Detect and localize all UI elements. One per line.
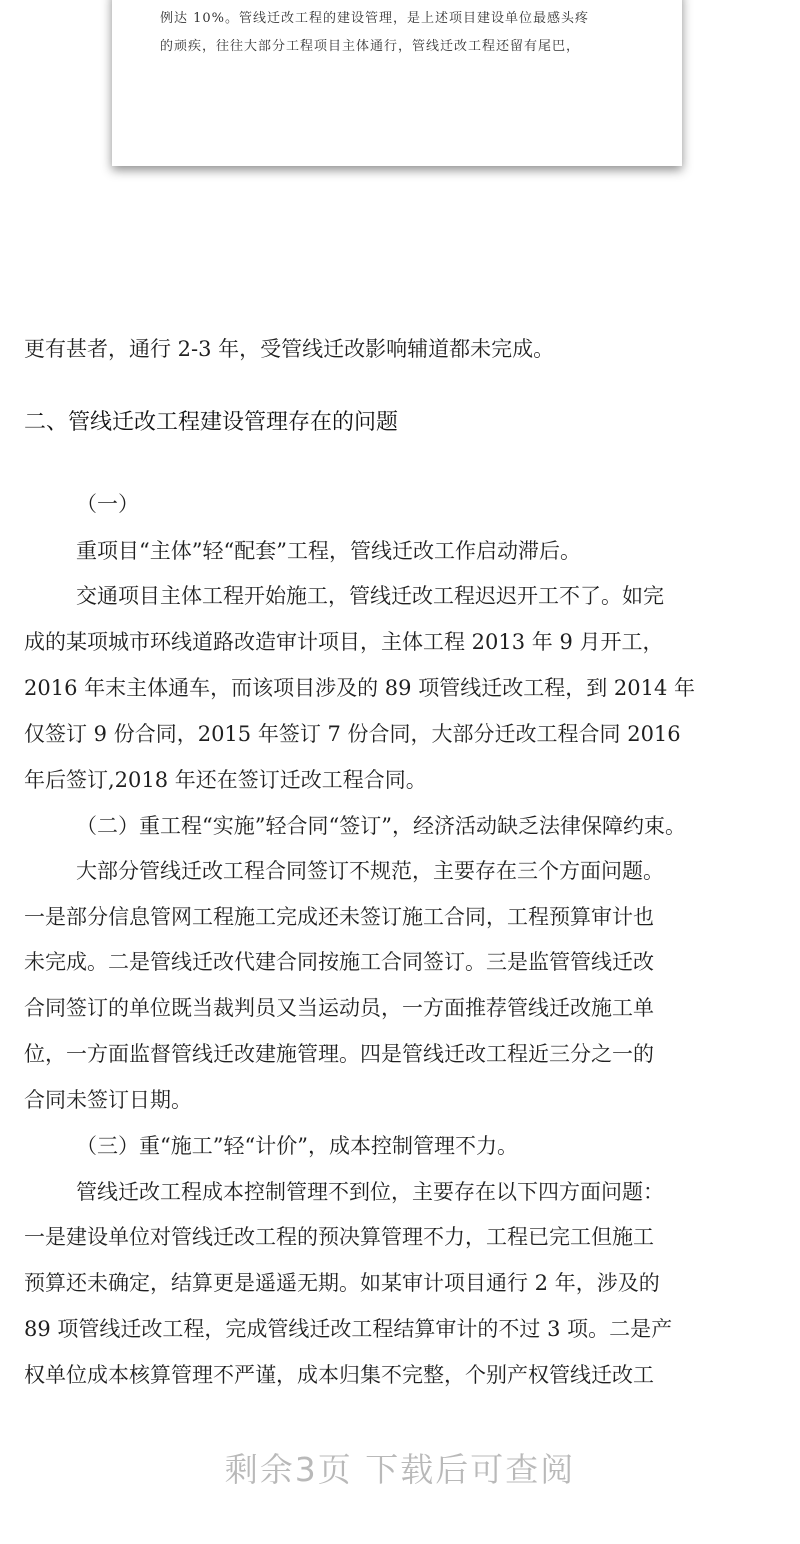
paragraph-line: 权单位成本核算管理不严谨，成本归集不完整，个别产权管线迁改工: [24, 1363, 654, 1387]
paragraph-line: 成的某项城市环线道路改造审计项目，主体工程 2013 年 9 月开工，: [24, 630, 664, 654]
paragraph-line: 管线迁改工程成本控制管理不到位，主要存在以下四方面问题：: [76, 1180, 664, 1204]
preview-text-line: 的顽疾，往往大部分工程项目主体通行，管线迁改工程还留有尾巴，: [160, 39, 581, 54]
paragraph-line: 未完成。二是管线迁改代建合同按施工合同签订。三是监管管线迁改: [24, 950, 654, 974]
paragraph-line: 一是部分信息管网工程施工完成还未签订施工合同，工程预算审计也: [24, 905, 654, 929]
preview-text-line: 例达 10%。管线迁改工程的建设管理，是上述项目建设单位最感头疼: [160, 11, 590, 26]
paragraph-line: 仅签订 9 份合同，2015 年签订 7 份合同，大部分迁改工程合同 2016: [24, 722, 681, 746]
remaining-pages-notice[interactable]: 剩余3页 下载后可查阅: [224, 1450, 576, 1489]
subsection-title: 重项目“主体”轻“配套”工程，管线迁改工作启动滞后。: [76, 539, 581, 563]
paragraph-line: 合同未签订日期。: [24, 1088, 192, 1112]
document-preview-card: [112, 0, 682, 166]
subsection-number: （一）: [76, 492, 139, 516]
paragraph-line: 大部分管线迁改工程合同签订不规范，主要存在三个方面问题。: [76, 859, 664, 883]
paragraph-line: 一是建设单位对管线迁改工程的预决算管理不力，工程已完工但施工: [24, 1225, 654, 1249]
paragraph-line: 年后签订,2018 年还在签订迁改工程合同。: [24, 768, 427, 792]
paragraph-line: 合同签订的单位既当裁判员又当运动员，一方面推荐管线迁改施工单: [24, 996, 654, 1020]
section-heading: 二、管线迁改工程建设管理存在的问题: [24, 410, 399, 435]
paragraph-line: 位，一方面监督管线迁改建施管理。四是管线迁改工程近三分之一的: [24, 1042, 654, 1066]
paragraph-line: 预算还未确定，结算更是遥遥无期。如某审计项目通行 2 年，涉及的: [24, 1271, 660, 1295]
paragraph-line: 交通项目主体工程开始施工，管线迁改工程迟迟开工不了。如完: [76, 584, 664, 608]
paragraph-line: 2016 年末主体通车，而该项目涉及的 89 项管线迁改工程，到 2014 年: [24, 676, 695, 700]
paragraph-line: 更有甚者，通行 2-3 年，受管线迁改影响辅道都未完成。: [24, 337, 555, 361]
subsection-title: （二）重工程“实施”轻合同“签订”，经济活动缺乏法律保障约束。: [76, 814, 686, 838]
paragraph-line: 89 项管线迁改工程，完成管线迁改工程结算审计的不过 3 项。二是产: [24, 1317, 673, 1341]
subsection-title: （三）重“施工”轻“计价”，成本控制管理不力。: [76, 1134, 518, 1158]
